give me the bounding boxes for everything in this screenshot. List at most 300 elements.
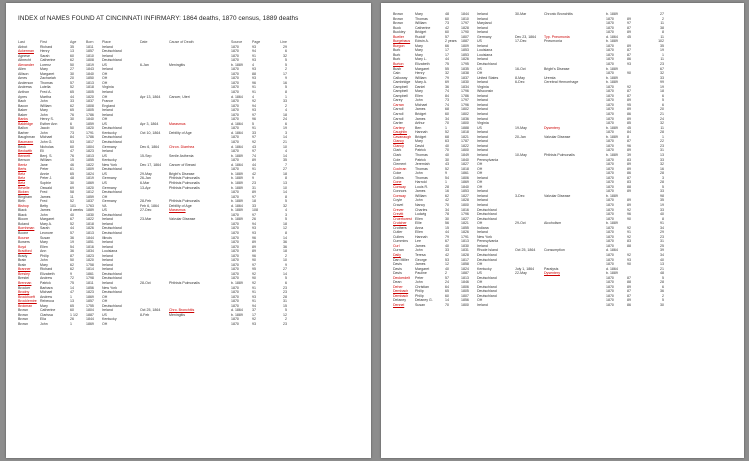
cell-line: 1 — [662, 52, 664, 57]
cell-first: John — [40, 130, 48, 135]
cell-first: Ben — [415, 125, 422, 130]
cell-age: 30 — [70, 180, 74, 185]
cell-page: 93 — [252, 321, 256, 326]
cell-line: 29 — [283, 44, 287, 49]
cell-line: 14 — [283, 153, 287, 158]
cell-place: VA — [102, 203, 107, 208]
cell-cause: Valvular Disease — [169, 217, 196, 222]
cell-line: 23 — [660, 143, 664, 148]
cell-place: New York — [477, 234, 492, 239]
cell-source: 1870 — [606, 102, 614, 107]
cell-first: Ella — [40, 317, 46, 322]
cell-age: 15 — [445, 225, 449, 230]
cell-source: 1870 — [606, 148, 614, 153]
cell-line: 36 — [283, 244, 287, 249]
cell-first: James — [415, 262, 426, 267]
cell-first: Susan — [40, 235, 51, 240]
cell-first: Richard — [40, 267, 53, 272]
cell-source: 1870 — [231, 244, 239, 249]
cell-source: 1870 — [231, 299, 239, 304]
cell-page: 87 — [627, 275, 631, 280]
cell-cause: Phthisis Pulmonalis — [169, 180, 200, 185]
cell-date: Dec 6, 1864 — [140, 144, 160, 149]
cell-first: Nicholas — [40, 144, 54, 149]
cell-page: 93 — [252, 44, 256, 49]
cell-line: 24 — [283, 117, 287, 122]
cell-place: Ireland — [102, 267, 113, 272]
cell-last: Caughlin — [393, 130, 408, 135]
cell-last: Burgon — [393, 43, 405, 48]
table-row — [393, 303, 664, 308]
cell-line: 32 — [283, 203, 287, 208]
cell-last: Cutler — [393, 230, 403, 235]
cell-age: 62 — [445, 193, 449, 198]
cell-place: Deutschland — [477, 284, 497, 289]
cell-last: Ballon — [18, 126, 28, 131]
cell-page: 92 — [627, 84, 631, 89]
cell-born: 1859 — [86, 121, 94, 126]
cell-line: 5 — [285, 199, 287, 204]
cell-line: 14 — [283, 135, 287, 140]
cell-place: Pennsylvania — [477, 157, 499, 162]
cell-first: Mary — [415, 12, 423, 16]
cell-line: 36 — [660, 289, 664, 294]
cell-page: 86 — [627, 303, 631, 307]
cell-place: Ireland — [102, 53, 113, 58]
cell-source: 1870 — [606, 107, 614, 112]
cell-first: Catherine — [40, 58, 56, 63]
cell-last: Alexander — [18, 62, 34, 67]
cell-source: 1870 — [231, 53, 239, 58]
cell-source: 1870 — [231, 271, 239, 276]
cell-line: 27 — [283, 167, 287, 172]
cell-source: 1870 — [606, 298, 614, 303]
cell-source: b. 1889 — [606, 134, 618, 139]
names-table-page-2 — [393, 12, 664, 308]
cell-page: 86 — [627, 57, 631, 62]
cell-age: 30 — [70, 117, 74, 122]
cell-source: b. 1889 — [231, 312, 243, 317]
cell-line: 4 — [285, 149, 287, 154]
cell-first: George — [415, 257, 427, 262]
cell-born: 1846 — [461, 280, 469, 285]
cell-age: 53 — [70, 140, 74, 145]
cell-age: 1 — [70, 294, 72, 299]
cell-age: 9 — [70, 271, 72, 276]
cell-source: 1870 — [231, 44, 239, 49]
cell-line: 5 — [285, 276, 287, 281]
cell-source: 1870 — [606, 175, 614, 180]
col-header-first: First — [40, 40, 47, 44]
cell-born: 1887 — [461, 39, 469, 44]
cell-last: Brown — [393, 21, 404, 26]
cell-source: 1870 — [606, 62, 614, 67]
cell-age: 52 — [445, 166, 449, 171]
cell-first: Bridget — [415, 112, 427, 117]
cell-age: 75 — [445, 62, 449, 67]
cell-last: Carter — [393, 121, 403, 126]
cell-date — [515, 303, 544, 308]
cell-source: 1870 — [231, 126, 239, 131]
cell-page: 93 — [627, 62, 631, 67]
cell-place: Germany — [102, 199, 117, 204]
cell-last: Carey — [393, 98, 403, 103]
cell-place: Ireland — [102, 258, 113, 263]
cell-place: Maryland — [477, 21, 492, 26]
cell-age: 44 — [445, 57, 449, 62]
cell-page: 89 — [627, 148, 631, 153]
cell-place: Ireland — [477, 243, 488, 248]
cell-source: 1870 — [231, 258, 239, 263]
cell-first: Mary — [40, 67, 48, 72]
cell-first: Mary A. — [415, 80, 428, 85]
cell-source: 1870 — [231, 253, 239, 258]
cell-page: 43 — [252, 144, 256, 149]
cell-born: 1859 — [86, 194, 94, 199]
cell-born: 1838 — [461, 71, 469, 76]
cell-source: b. 1889 — [606, 271, 618, 276]
cell-age: 32 — [445, 71, 449, 76]
cell-born: 1840 — [461, 184, 469, 189]
cell-page: 89 — [627, 43, 631, 48]
cell-first: Mary — [415, 43, 423, 48]
cell-born: 1817 — [461, 257, 469, 262]
cell-born: 1823 — [86, 149, 94, 154]
cell-last: Brady — [18, 253, 28, 258]
cell-cause: Pneumonia — [544, 39, 562, 44]
cell-page: 88 — [627, 184, 631, 189]
cell-place: United States — [477, 75, 499, 80]
cell-born: 1812 — [86, 190, 94, 195]
cell-line: 32 — [283, 53, 287, 58]
cell-age: 65 — [70, 90, 74, 95]
cell-last: Abbot — [18, 44, 28, 49]
cell-last: Dan Miller — [393, 257, 409, 262]
cell-source: 1870 — [231, 235, 239, 240]
cell-place: Ireland — [102, 44, 113, 49]
cell-page: 91 — [252, 290, 256, 295]
cell-source: 1870 — [231, 294, 239, 299]
cell-last: Brockhoeft — [18, 294, 35, 299]
cell-page: 93 — [252, 230, 256, 235]
cell-place: Kentucky — [477, 266, 492, 271]
cell-place: US — [102, 153, 107, 158]
cell-line: 27 — [660, 12, 664, 16]
cell-source: d. 1864 — [231, 144, 243, 149]
cell-date: 17-Dec — [515, 39, 527, 44]
cell-last: Crothers — [393, 225, 407, 230]
cell-page: 91 — [252, 53, 256, 58]
cell-last: Brown — [18, 321, 29, 326]
cell-line: 8 — [285, 194, 287, 199]
cell-line: 99 — [660, 80, 664, 85]
cell-page: 93 — [627, 257, 631, 262]
cell-page: 84 — [627, 130, 631, 135]
cell-last: Baldridge — [18, 121, 33, 126]
cell-first: Bridget — [415, 134, 427, 139]
cell-born: 1826 — [86, 226, 94, 231]
cell-last: Dembach — [393, 289, 409, 294]
cell-source: b. 1889 — [231, 208, 243, 213]
cell-first: Rebecca — [40, 299, 54, 304]
cell-source: 1870 — [231, 158, 239, 163]
cell-page: 97 — [627, 21, 631, 26]
cell-source: 1870 — [231, 135, 239, 140]
cell-place: Indiana — [477, 225, 489, 230]
cell-place: Ireland — [477, 98, 488, 103]
cell-source: b. 1889 — [606, 221, 618, 226]
cell-place: Deutschland — [477, 293, 497, 298]
cell-born: 1823 — [86, 290, 94, 295]
cell-born: 1786 — [86, 135, 94, 140]
cell-age: 34 — [445, 207, 449, 212]
cell-source: 1870 — [606, 21, 614, 26]
cell-date: Dec 17, 1864 — [140, 162, 162, 167]
cell-last: Boland — [18, 221, 30, 226]
cell-source: 1870 — [606, 303, 614, 307]
cell-age: 36 — [70, 235, 74, 240]
cell-place: Louisiana — [102, 249, 118, 254]
cell-born: 1855 — [86, 158, 94, 163]
cell-cause: Marasmus — [169, 208, 186, 213]
cell-date: Feb 6, 1864 — [140, 203, 159, 208]
cell-born: 1840 — [86, 71, 94, 76]
cell-last: Crutcher — [393, 221, 407, 226]
cell-line: 36 — [283, 240, 287, 245]
cell-age: 70 — [445, 303, 449, 307]
cell-place: Deutschland — [102, 276, 122, 281]
cell-place: Deutschland — [477, 289, 497, 294]
cell-source: 1870 — [231, 71, 239, 76]
cell-source: 1870 — [606, 84, 614, 89]
cell-place: Kentucky — [102, 317, 117, 322]
cell-born: 1817 — [86, 140, 94, 145]
cell-place: OH — [477, 184, 483, 189]
cell-born: 1811 — [86, 280, 94, 285]
cell-place: Virginia — [102, 85, 114, 90]
cell-source: 1870 — [231, 112, 239, 117]
cell-date: 16-Oct — [515, 66, 526, 71]
cell-source: 1870 — [606, 202, 614, 207]
cell-age: 65 — [70, 171, 74, 176]
cell-page: 96 — [252, 253, 256, 258]
cell-born: 1869 — [86, 321, 94, 326]
cell-date: 22-May — [515, 271, 527, 276]
cell-age: 12 — [445, 262, 449, 267]
cell-date: 10-May — [515, 152, 527, 157]
cell-cause: Meningitis — [169, 62, 185, 67]
cell-first: Thomas — [40, 80, 53, 85]
cell-age: 40 — [445, 143, 449, 148]
cell-first: Ellen — [415, 93, 423, 98]
cell-born: 1809 — [86, 167, 94, 172]
cell-born: 1844 — [86, 317, 94, 322]
cell-source: 1870 — [231, 167, 239, 172]
cell-date: 29-May — [140, 171, 152, 176]
cell-born: 1813 — [461, 275, 469, 280]
cell-line: 13 — [660, 152, 664, 157]
cell-first: Sarah — [40, 226, 50, 231]
cell-born: 1828 — [461, 25, 469, 30]
cell-line: 33 — [283, 99, 287, 104]
cell-age: 63 — [445, 139, 449, 144]
col-header-source: Source — [231, 40, 243, 44]
cell-place: OH — [102, 71, 108, 76]
cell-place: Pennsylvania — [477, 239, 499, 244]
cell-place: Ireland — [102, 112, 113, 117]
cell-place: Ireland — [477, 143, 488, 148]
cell-source: b. 1889 — [231, 185, 243, 190]
cell-first: Mary — [40, 303, 48, 308]
cell-line: 28 — [660, 180, 664, 185]
cell-place: Ireland — [477, 152, 488, 157]
cell-line: 6 — [285, 121, 287, 126]
cell-age: 8 weeks — [70, 208, 84, 213]
cell-born: 1809 — [461, 43, 469, 48]
cell-age: 13 — [70, 299, 74, 304]
cell-page: 96 — [627, 143, 631, 148]
cell-last: Bennett — [18, 153, 31, 158]
cell-born: 1821 — [461, 134, 469, 139]
cell-place: OH — [102, 299, 108, 304]
cell-first: Lee — [415, 239, 421, 244]
cell-date: Oct 25, 1864 — [515, 248, 536, 253]
cell-page: 93 — [252, 294, 256, 299]
cell-place: Deutschland — [102, 190, 122, 195]
cell-last: Clancy — [393, 143, 404, 148]
cell-line: 5 — [285, 58, 287, 63]
cell-source: 1870 — [231, 321, 239, 326]
cell-place: Germany — [102, 185, 117, 190]
cell-date: 15-Sep — [140, 153, 152, 158]
cell-last: Conway — [393, 193, 406, 198]
cell-page: 26 — [252, 217, 256, 222]
cell-last: Cummins — [393, 239, 408, 244]
cell-page: 93 — [252, 58, 256, 63]
cell-source: 1870 — [231, 190, 239, 195]
cell-first: Thomas — [415, 175, 428, 180]
cell-source: 1870 — [231, 290, 239, 295]
cell-first: Patrick — [40, 280, 51, 285]
cell-last: Bingham — [18, 194, 32, 199]
cell-line: 20 — [660, 107, 664, 112]
cell-page: 95 — [252, 267, 256, 272]
cell-last: Burk — [393, 52, 401, 57]
cell-place: England — [102, 103, 116, 108]
cell-page: 94 — [252, 303, 256, 308]
cell-page: 42 — [252, 171, 256, 176]
cell-born: 1816 — [86, 244, 94, 249]
cell-last: Conway — [393, 184, 406, 189]
cell-place: Deutschland — [102, 226, 122, 231]
cell-source: b. 1889 — [231, 180, 243, 185]
cell-last: Bishop — [18, 203, 29, 208]
cell-first: Michael — [40, 290, 53, 295]
cell-source: 1870 — [606, 157, 614, 162]
cell-age: 19 — [70, 240, 74, 245]
cell-age: 2 — [445, 271, 447, 276]
cell-first: Nancy — [415, 202, 426, 207]
cell-place: Ireland — [102, 217, 113, 222]
cell-first: John — [415, 248, 423, 253]
cell-born: 1811 — [86, 44, 94, 49]
cell-born: 1828 — [461, 198, 469, 203]
cell-age: 43 — [445, 162, 449, 167]
cell-line: 13 — [283, 180, 287, 185]
cell-last: Cartery — [393, 125, 405, 130]
cell-place: Ireland — [102, 108, 113, 113]
cell-born: 1837 — [86, 99, 94, 104]
cell-page: 4 — [252, 62, 254, 67]
cell-source: 1870 — [606, 184, 614, 189]
cell-place: Ireland — [477, 189, 488, 194]
cell-source: b. 1889 — [606, 125, 618, 130]
cell-born: 1813 — [461, 239, 469, 244]
cell-age: 54 — [70, 244, 74, 249]
cell-age: 40 — [445, 152, 449, 157]
cell-age: 87 — [70, 253, 74, 258]
cell-first: Christian — [415, 284, 429, 289]
col-header-date: Date — [140, 40, 148, 44]
cell-page: 89 — [627, 98, 631, 103]
cell-line: 2 — [285, 67, 287, 72]
cell-source: 1870 — [606, 116, 614, 121]
cell-first: William — [40, 158, 52, 163]
col-header-page: Page — [252, 40, 261, 44]
cell-place: Deutschland — [477, 207, 497, 212]
cell-line: 6 — [662, 93, 664, 98]
cell-born: 1853 — [461, 189, 469, 194]
cell-age: 68 — [445, 134, 449, 139]
cell-first: Margaret — [415, 66, 430, 71]
cell-first: John — [415, 98, 423, 103]
cell-page: 45 — [627, 34, 631, 39]
cell-page: 92 — [627, 234, 631, 239]
cell-first: Michael — [415, 102, 428, 107]
cell-place: Ireland — [477, 112, 488, 117]
cell-source: 1870 — [606, 225, 614, 230]
cell-place: US — [102, 208, 107, 213]
cell-first: Mary — [415, 89, 423, 94]
cell-page: 91 — [252, 126, 256, 131]
cell-age: 46 — [70, 162, 74, 167]
cell-page: 95 — [627, 102, 631, 107]
cell-first: Teresa — [415, 252, 426, 257]
cell-age: 27 — [70, 67, 74, 72]
cell-source: 1870 — [231, 99, 239, 104]
cell-line: 31 — [660, 239, 664, 244]
cell-last: Brocker — [18, 285, 31, 290]
cell-source: 1870 — [606, 139, 614, 144]
cell-age: 15 — [70, 158, 74, 163]
cell-last: Boone — [18, 230, 29, 235]
cell-line: 8 — [662, 216, 664, 221]
cell-line: 8 — [285, 230, 287, 235]
cell-source: 1870 — [606, 280, 614, 285]
cell-page: 89 — [627, 189, 631, 194]
cell-first: Mary A. — [40, 221, 53, 226]
cell-born: 1806 — [461, 175, 469, 180]
cell-source: 1870 — [231, 85, 239, 90]
cell-first: Ellen — [415, 230, 423, 235]
cell-born: 1830 — [461, 80, 469, 85]
cell-page: 94 — [252, 221, 256, 226]
cell-page: 83 — [627, 239, 631, 244]
cell-last: Betz — [18, 176, 26, 181]
cell-date: 28-Feb — [140, 199, 152, 204]
cell-first: Ellen — [415, 216, 423, 221]
cell-page: 93 — [252, 67, 256, 72]
